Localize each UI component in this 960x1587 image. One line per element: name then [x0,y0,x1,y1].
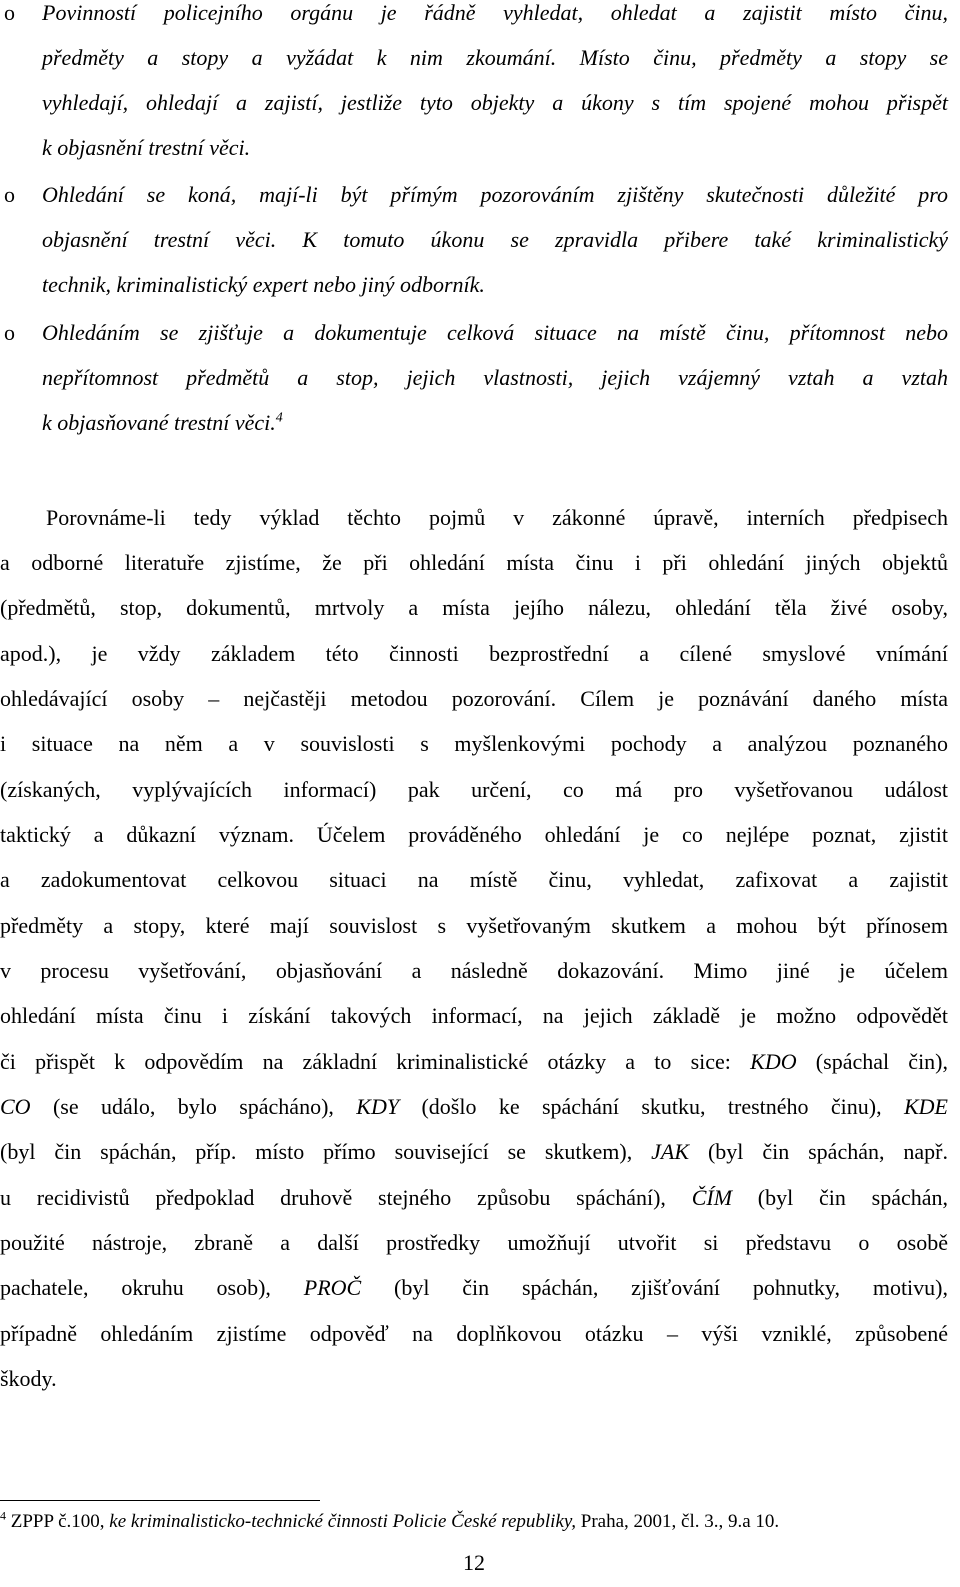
text-line: taktický a důkazní význam. Účelem prováděného ohledání je co nejlépe poznat, zjistit [0,822,948,847]
text-span: pachatele, okruhu osob), [0,1275,304,1300]
text-line [0,1094,948,1120]
text-span: (došlo ke spáchání skutku, trestného činu), [399,1094,904,1119]
text-line: i situace na něm a v souvislosti s myšlenkovými pochody a analýzou poznaného [0,731,948,756]
text-span: k objasňované trestní věci. [42,410,276,435]
text-line: objasnění trestní věci. K tomuto úkonu se zpravidla přibere také kriminalistický [42,227,948,252]
text-line [0,1049,948,1075]
bullet-marker: o [4,0,15,25]
bullet-marker: o [4,182,15,207]
text-span: (spáchal čin), [796,1049,949,1074]
text-line: předměty a stopy, které mají souvislost s vyšetřovaným skutkem a mohou být přínosem [0,913,948,938]
question-cim: ČÍM [691,1185,733,1210]
text-line [0,1185,948,1211]
text-line: Ohledáním se zjišťuje a dokumentuje celková situace na místě činu, přítomnost nebo [42,320,948,345]
footnote-suffix: Praha, 2001, čl. 3., 9.a 10. [576,1511,780,1532]
text-line: ohledávající osoby – nejčastěji metodou pozorování. Cílem je poznávání daného místa [0,686,948,711]
text-line: apod.), je vždy základem této činnosti bezprostřední a cílené smyslové vnímání [0,641,948,666]
page-number: 12 [463,1550,485,1575]
text-line: Porovnáme-li tedy výklad těchto pojmů v zákonné úpravě, interních předpisech [46,505,948,530]
text-line: škody. [0,1366,57,1391]
text-line: technik, kriminalistický expert nebo jiný odborník. [42,272,485,297]
question-co: CO [0,1094,31,1119]
text-line: případně ohledáním zjistíme odpověď na doplňkovou otázku – výši vzniklé, způsobené [0,1321,948,1346]
question-proc: PROČ [303,1275,362,1300]
text-line: a odborné literatuře zjistíme, že při ohledání místa činu i při ohledání jiných objektů [0,550,948,575]
text-span: (se událo, bylo spácháno), [30,1094,357,1119]
text-span: (byl čin spáchán, např. [689,1139,948,1164]
question-jak: JAK [651,1139,690,1164]
text-line: (získaných, vyplývajících informací) pak určení, co má pro vyšetřovanou událost [0,777,948,802]
footnote [0,1508,948,1533]
text-line: použité nástroje, zbraně a další prostředky umožňují utvořit si představu o osobě [0,1230,948,1255]
text-line: Povinností policejního orgánu je řádně vyhledat, ohledat a zajistit místo činu, [42,0,948,25]
text-line: k objasnění trestní věci. [42,135,251,160]
text-line: (předmětů, stop, dokumentů, mrtvoly a místa jejího nálezu, ohledání těla živé osoby, [0,595,948,620]
footnote-number: 4 [0,1508,6,1523]
text-line [42,410,948,436]
text-line: a zadokumentovat celkovou situaci na místě činu, vyhledat, zafixovat a zajistit [0,867,948,892]
text-span: (byl čin spáchán, zjišťování pohnutky, motivu), [361,1275,948,1300]
question-kdo: KDO [750,1049,797,1074]
text-span: (byl čin spáchán, příp. místo přímo související se skutkem), [0,1139,652,1164]
text-line: nepřítomnost předmětů a stop, jejich vlastnosti, jejich vzájemný vztah a vztah [42,365,948,390]
text-line: vyhledají, ohledají a zajistí, jestliže tyto objekty a úkony s tím spojené mohou přispět [42,90,948,115]
text-line: Ohledání se koná, mají-li být přímým pozorováním zjištěny skutečnosti důležité pro [42,182,948,207]
text-line: ohledání místa činu i získání takových informací, na jejich základě je možno odpovědět [0,1003,948,1028]
text-span: u recidivistů předpoklad druhově stejného způsobu spáchání), [0,1185,692,1210]
text-span: či přispět k odpovědím na základní kriminalistické otázky a to sice: [0,1049,731,1074]
footnote-prefix: ZPPP č.100, [6,1511,110,1532]
question-kde: KDE [903,1094,948,1119]
bullet-marker: o [4,320,15,345]
question-kdy: KDY [356,1094,400,1119]
text-line [0,1139,948,1165]
footnote-reference[interactable]: 4 [275,410,283,426]
text-line [0,1275,948,1301]
text-line: v procesu vyšetřování, objasňování a následně dokazování. Mimo jiné je účelem [0,958,948,983]
text-span: (byl čin spáchán, [732,1185,948,1210]
text-line: předměty a stopy a vyžádat k nim zkoumání. Místo činu, předměty a stopy se [42,45,948,70]
footnote-title: ke kriminalisticko-technické činnosti Policie České republiky, [109,1511,577,1532]
footnote-separator [0,1500,320,1501]
